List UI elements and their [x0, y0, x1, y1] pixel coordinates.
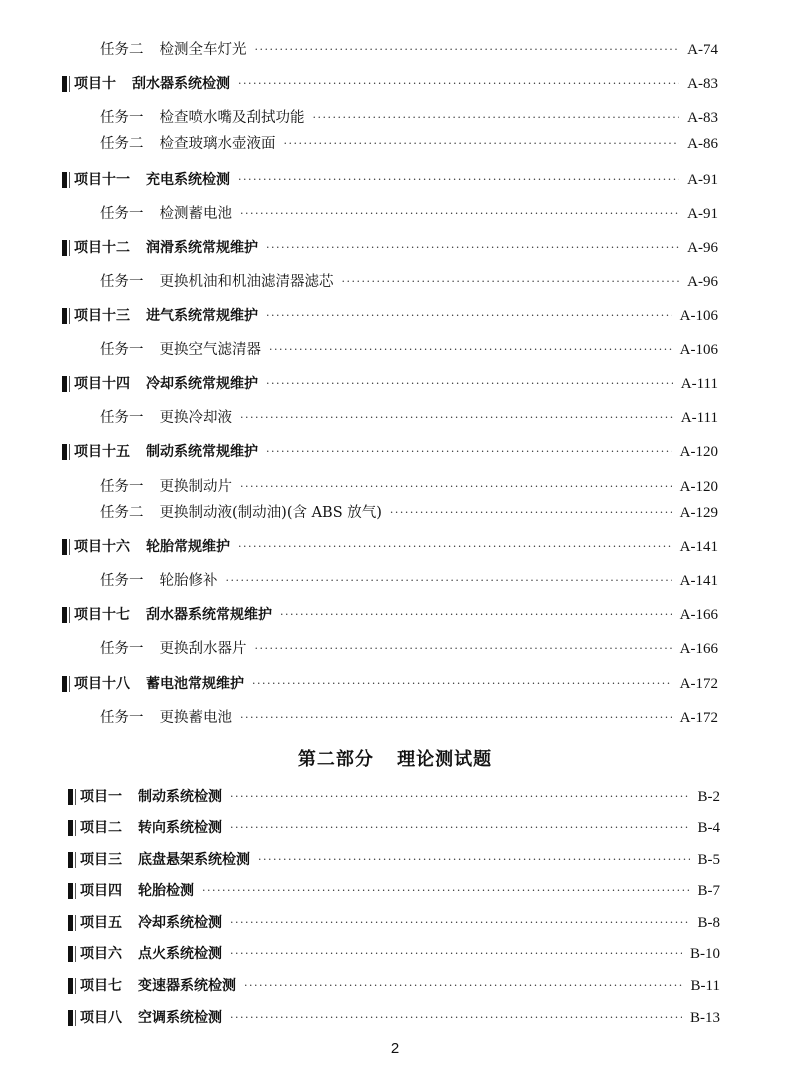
leader-dots	[226, 570, 672, 592]
entry-title: 更换制动片	[159, 479, 232, 495]
section-marker-line	[69, 676, 70, 692]
leader-dots	[240, 203, 679, 225]
entry-page: A-141	[679, 539, 718, 555]
entry-page: A-111	[680, 410, 718, 426]
toc-entry-task[interactable]	[100, 570, 718, 592]
entry-page: A-96	[687, 274, 718, 290]
toc-entry-task[interactable]	[100, 502, 718, 524]
section-title-text: 理论测试题	[397, 749, 493, 770]
entry-title: 轮胎常规维护	[146, 539, 230, 555]
entry-label: 项目十	[74, 76, 116, 92]
entry-label: 项目三	[80, 852, 122, 868]
entry-title: 制动系统常规维护	[146, 444, 258, 460]
section-marker-line	[75, 852, 76, 868]
entry-page: A-96	[687, 240, 718, 256]
leader-dots	[230, 817, 690, 839]
entry-label: 项目十七	[74, 607, 130, 623]
entry-label: 项目十三	[74, 308, 130, 324]
toc-entry-task[interactable]	[100, 707, 718, 729]
entry-page: A-91	[687, 206, 718, 222]
entry-page: A-74	[687, 42, 718, 58]
leader-dots	[252, 673, 672, 695]
leader-dots	[269, 339, 672, 361]
section-marker	[62, 308, 67, 324]
leader-dots	[240, 476, 672, 498]
entry-label: 任务一	[100, 710, 144, 726]
entry-page: B-13	[690, 1010, 720, 1026]
entry-title: 冷却系统常规维护	[146, 376, 258, 392]
toc-entry-project[interactable]	[62, 536, 718, 558]
entry-label: 任务二	[100, 505, 144, 521]
toc-entry-project[interactable]	[68, 943, 720, 965]
leader-dots	[284, 133, 680, 155]
entry-page: A-83	[687, 76, 718, 92]
entry-label: 任务一	[100, 110, 144, 126]
entry-page: B-7	[697, 883, 720, 899]
leader-dots	[238, 73, 679, 95]
section-marker	[68, 820, 73, 836]
entry-page: A-86	[687, 136, 718, 152]
leader-dots	[258, 849, 690, 871]
entry-page: A-106	[679, 342, 718, 358]
leader-dots	[280, 604, 672, 626]
entry-page: A-129	[679, 505, 718, 521]
section-marker	[68, 789, 73, 805]
toc-entry-project[interactable]	[68, 880, 720, 902]
entry-page: A-83	[687, 110, 718, 126]
entry-title: 转向系统检测	[138, 820, 222, 836]
section-marker-line	[75, 789, 76, 805]
entry-page: B-10	[690, 946, 720, 962]
section-marker-line	[69, 444, 70, 460]
leader-dots	[266, 305, 672, 327]
entry-title: 轮胎修补	[159, 573, 218, 589]
entry-page: A-111	[680, 376, 718, 392]
toc-entry-project[interactable]	[68, 975, 720, 997]
section-marker	[62, 376, 67, 392]
toc-entry-project[interactable]	[68, 1007, 720, 1029]
section-marker	[62, 607, 67, 623]
section-marker-line	[75, 946, 76, 962]
leader-dots	[230, 1007, 682, 1029]
entry-title: 润滑系统常规维护	[146, 240, 258, 256]
section-marker-line	[69, 539, 70, 555]
section-marker	[62, 240, 67, 256]
entry-page: B-8	[697, 915, 720, 931]
toc-entry-project[interactable]	[62, 441, 718, 463]
entry-label: 任务二	[100, 42, 144, 58]
entry-title: 点火系统检测	[138, 946, 222, 962]
toc-entry-task[interactable]	[100, 407, 718, 429]
section-marker	[62, 76, 67, 92]
entry-label: 项目四	[80, 883, 122, 899]
entry-label: 任务一	[100, 641, 144, 657]
entry-title: 空调系统检测	[138, 1010, 222, 1026]
toc-entry-task[interactable]	[100, 638, 718, 660]
entry-page: A-120	[679, 479, 718, 495]
entry-title: 刮水器系统检测	[132, 76, 230, 92]
entry-page: A-141	[679, 573, 718, 589]
entry-title: 更换机油和机油滤清器滤芯	[159, 274, 334, 290]
leader-dots	[266, 237, 679, 259]
leader-dots	[238, 536, 672, 558]
entry-page: B-4	[697, 820, 720, 836]
entry-label: 项目六	[80, 946, 122, 962]
leader-dots	[266, 441, 672, 463]
section-part: 第二部分	[297, 749, 374, 770]
toc-entry-project[interactable]	[62, 305, 718, 327]
entry-page: A-120	[679, 444, 718, 460]
toc-entry-project[interactable]	[62, 73, 718, 95]
section-marker-line	[69, 376, 70, 392]
entry-label: 项目五	[80, 915, 122, 931]
leader-dots	[230, 943, 682, 965]
entry-label: 任务一	[100, 342, 144, 358]
entry-label: 项目七	[80, 978, 122, 994]
leader-dots	[202, 880, 690, 902]
section-marker	[62, 539, 67, 555]
entry-title: 蓄电池常规维护	[146, 676, 244, 692]
entry-page: A-172	[679, 710, 718, 726]
section-marker	[68, 852, 73, 868]
entry-title: 制动系统检测	[138, 789, 222, 805]
entry-label: 项目十八	[74, 676, 130, 692]
entry-title: 检测蓄电池	[159, 206, 232, 222]
toc-entry-task[interactable]	[100, 203, 718, 225]
leader-dots	[238, 169, 679, 191]
toc-entry-task[interactable]	[100, 133, 718, 155]
section-marker	[62, 172, 67, 188]
entry-label: 项目二	[80, 820, 122, 836]
section-marker	[62, 676, 67, 692]
leader-dots	[240, 707, 672, 729]
toc-entry-task[interactable]	[100, 39, 718, 61]
section-marker-line	[75, 915, 76, 931]
entry-title: 更换制动液(制动油)(含 ABS 放气)	[159, 505, 382, 521]
section-marker	[68, 883, 73, 899]
section-marker-line	[75, 883, 76, 899]
entry-title: 更换刮水器片	[159, 641, 247, 657]
entry-label: 项目十四	[74, 376, 130, 392]
entry-page: A-91	[687, 172, 718, 188]
entry-title: 充电系统检测	[146, 172, 230, 188]
toc-entry-project[interactable]	[68, 817, 720, 839]
section-marker	[62, 444, 67, 460]
entry-label: 任务一	[100, 479, 144, 495]
entry-page: B-11	[690, 978, 720, 994]
entry-label: 任务一	[100, 206, 144, 222]
section-marker-line	[69, 607, 70, 623]
entry-title: 变速器系统检测	[138, 978, 236, 994]
toc-entry-project[interactable]	[62, 604, 718, 626]
entry-title: 冷却系统检测	[138, 915, 222, 931]
entry-title: 检查玻璃水壶液面	[159, 136, 276, 152]
entry-title: 进气系统常规维护	[146, 308, 258, 324]
leader-dots	[244, 975, 683, 997]
section-marker-line	[75, 978, 76, 994]
toc-entry-project[interactable]	[62, 373, 718, 395]
entry-title: 更换蓄电池	[159, 710, 232, 726]
toc-entry-task[interactable]	[100, 476, 718, 498]
toc-entry-project[interactable]	[62, 673, 718, 695]
entry-title: 检查喷水嘴及刮拭功能	[159, 110, 305, 126]
section-marker-line	[69, 308, 70, 324]
entry-page: B-2	[697, 789, 720, 805]
entry-label: 项目十二	[74, 240, 130, 256]
section-heading	[0, 745, 790, 771]
toc-entry-project[interactable]	[62, 169, 718, 191]
toc-entry-project[interactable]	[68, 912, 720, 934]
section-marker-line	[69, 76, 70, 92]
toc-entry-project[interactable]	[68, 786, 720, 808]
page-number: 2	[390, 1040, 400, 1057]
entry-label: 任务一	[100, 410, 144, 426]
entry-page: A-106	[679, 308, 718, 324]
entry-title: 轮胎检测	[138, 883, 194, 899]
entry-label: 任务一	[100, 573, 144, 589]
section-marker	[68, 915, 73, 931]
entry-label: 任务一	[100, 274, 144, 290]
entry-label: 项目十五	[74, 444, 130, 460]
leader-dots	[230, 786, 690, 808]
section-marker	[68, 1010, 73, 1026]
entry-title: 更换冷却液	[159, 410, 232, 426]
entry-page: A-166	[679, 607, 718, 623]
leader-dots	[230, 912, 690, 934]
leader-dots	[390, 502, 672, 524]
entry-title: 底盘悬架系统检测	[138, 852, 250, 868]
leader-dots	[255, 638, 672, 660]
entry-label: 项目一	[80, 789, 122, 805]
section-marker-line	[69, 172, 70, 188]
entry-title: 检测全车灯光	[159, 42, 247, 58]
leader-dots	[313, 107, 680, 129]
leader-dots	[342, 271, 680, 293]
section-marker	[68, 946, 73, 962]
entry-title: 更换空气滤清器	[159, 342, 261, 358]
entry-label: 任务二	[100, 136, 144, 152]
toc-entry-project[interactable]	[68, 849, 720, 871]
entry-page: A-172	[679, 676, 718, 692]
entry-label: 项目十六	[74, 539, 130, 555]
leader-dots	[240, 407, 673, 429]
leader-dots	[266, 373, 673, 395]
toc-entry-task[interactable]	[100, 107, 718, 129]
section-marker-line	[75, 820, 76, 836]
toc-entry-project[interactable]	[62, 237, 718, 259]
entry-page: B-5	[697, 852, 720, 868]
toc-entry-task[interactable]	[100, 339, 718, 361]
entry-label: 项目八	[80, 1010, 122, 1026]
section-marker-line	[75, 1010, 76, 1026]
toc-entry-task[interactable]	[100, 271, 718, 293]
entry-title: 刮水器系统常规维护	[146, 607, 272, 623]
section-marker-line	[69, 240, 70, 256]
section-marker	[68, 978, 73, 994]
entry-label: 项目十一	[74, 172, 130, 188]
entry-page: A-166	[679, 641, 718, 657]
leader-dots	[255, 39, 680, 61]
